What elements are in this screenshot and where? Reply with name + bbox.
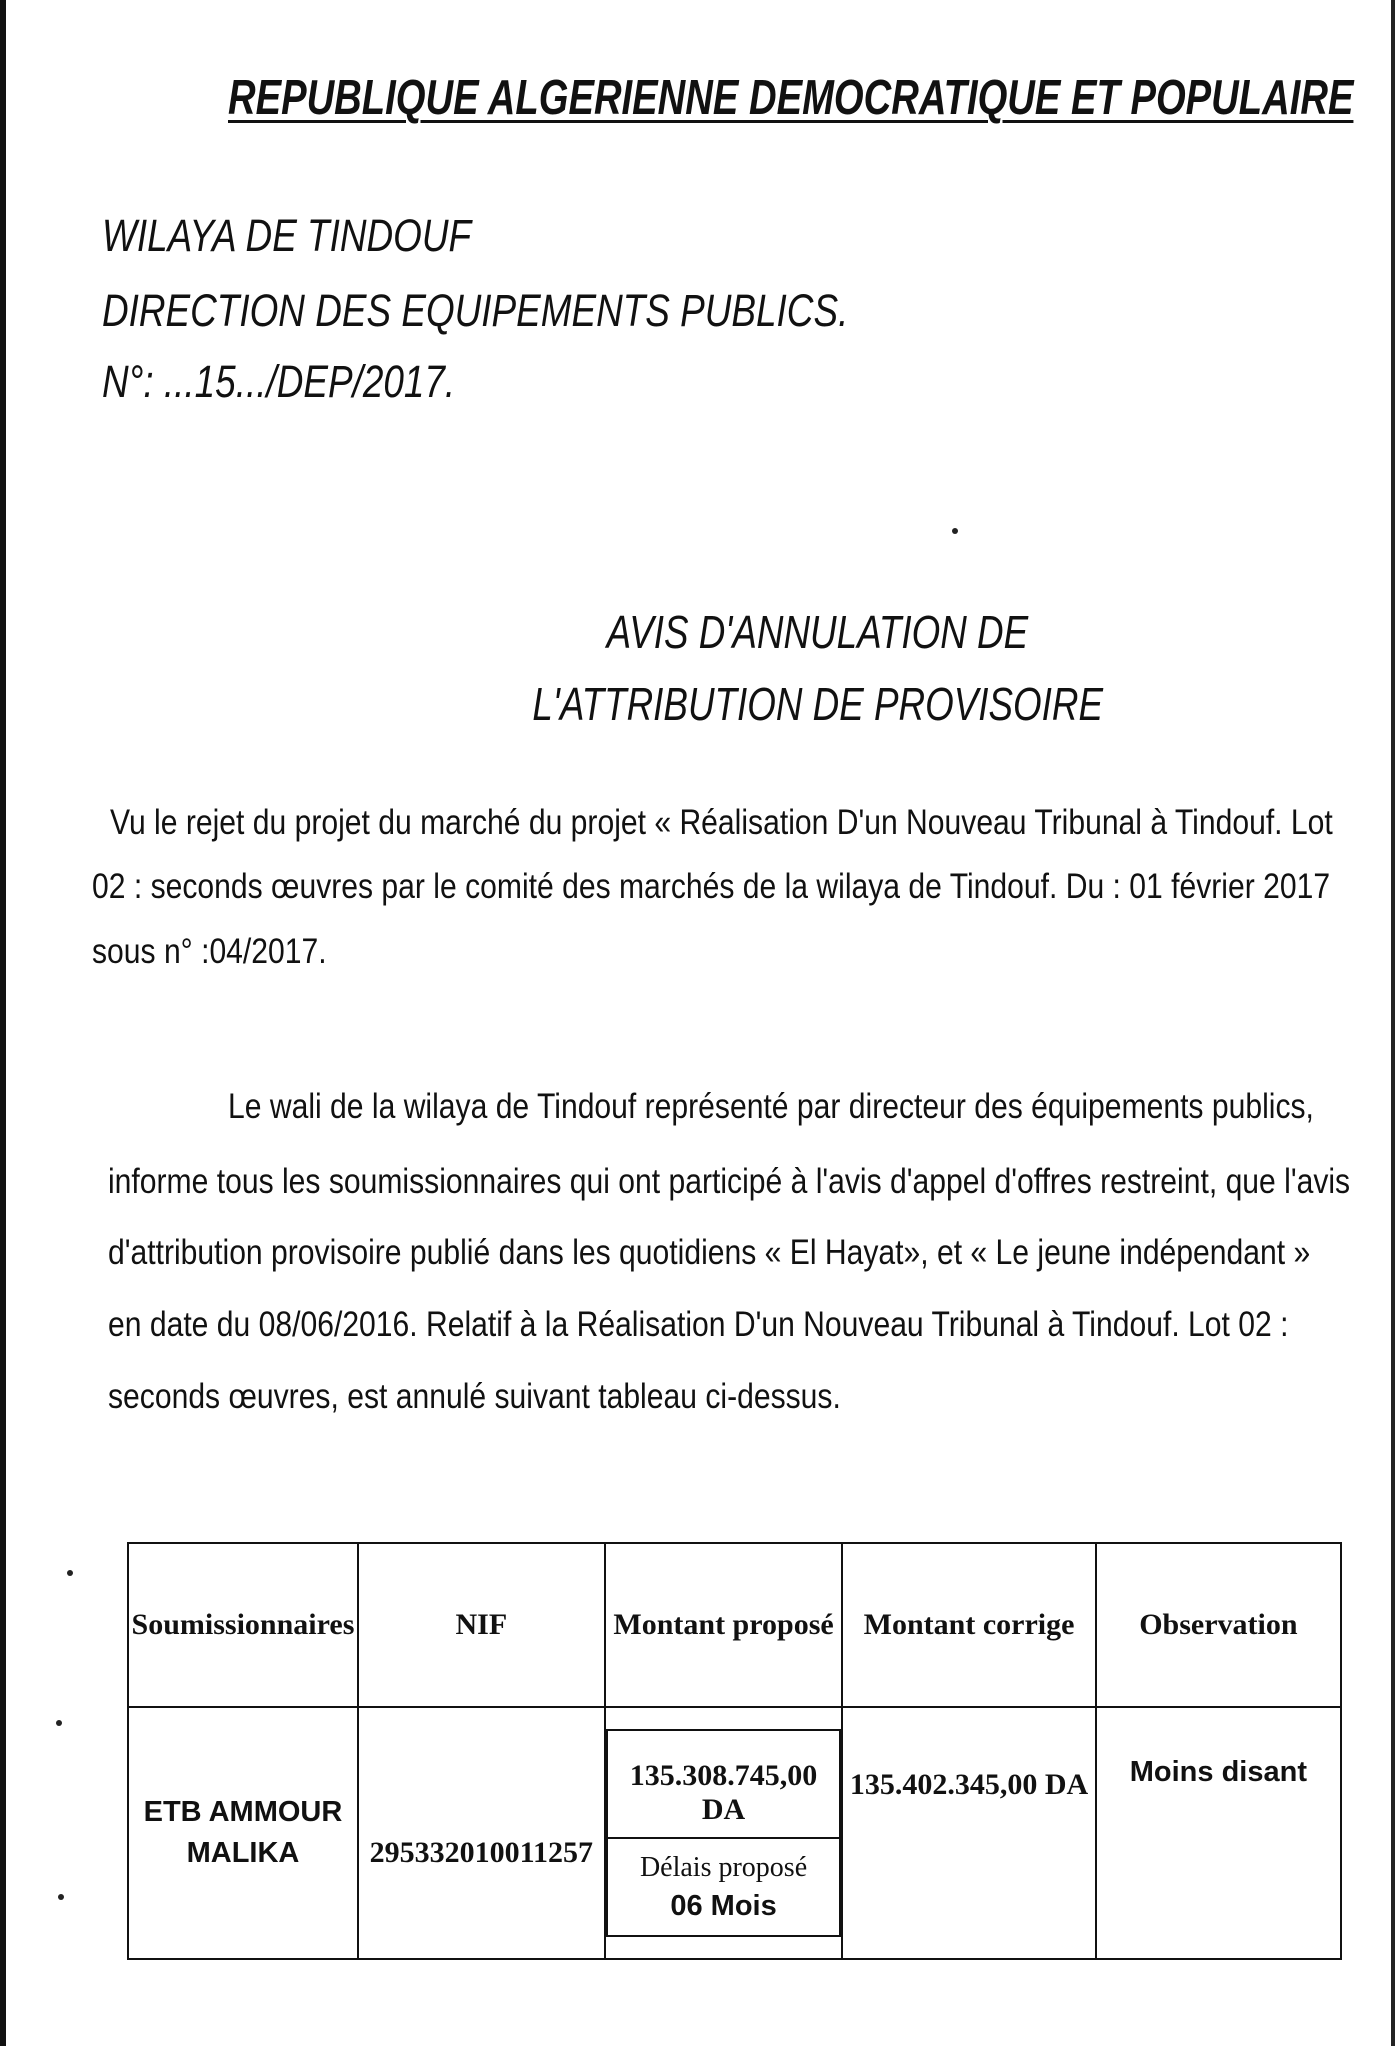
column-header-bidders: Soumissionnaires: [128, 1543, 358, 1707]
column-header-observation: Observation: [1096, 1543, 1341, 1707]
column-header-amount-corrected: Montant corrige: [842, 1543, 1095, 1707]
amount-corrected-value: 135.402.345,00 DA: [849, 1768, 1089, 1801]
scan-speck: [67, 1570, 73, 1576]
paragraph1-line: Vu le rejet du projet du marché du projet « Réalisation D'un Nouveau Tribunal à Tindouf. Lot: [110, 803, 1333, 842]
direction-line: DIRECTION DES EQUIPEMENTS PUBLICS.: [102, 285, 849, 336]
delay-label: Délais proposé: [639, 1851, 808, 1883]
observation-value: Moins disant: [1129, 1756, 1307, 1788]
paragraph2-line: d'attribution provisoire publié dans les quotidiens « El Hayat», et « Le jeune indépendant »: [108, 1233, 1311, 1272]
observation-cell: [1096, 1707, 1341, 1959]
paragraph2-line: informe tous les soumissionnaires qui ont participé à l'avis d'appel d'offres restreint, que l'avis: [108, 1162, 1351, 1201]
amount-proposed-cell: [605, 1707, 843, 1959]
paragraph2-line: Le wali de la wilaya de Tindouf représenté par directeur des équipements publics,: [228, 1087, 1314, 1126]
scan-speck: [56, 1720, 62, 1726]
document-title: REPUBLIQUE ALGERIENNE DEMOCRATIQUE ET POPULAIRE: [228, 71, 1354, 125]
bidder-name-line2: MALIKA: [186, 1837, 300, 1869]
scan-left-edge: [0, 0, 6, 2046]
scan-right-edge: [1391, 0, 1395, 2046]
column-header-nif: NIF: [358, 1543, 605, 1707]
amount-proposed-subtable: [606, 1729, 842, 1937]
scan-speck: [58, 1894, 64, 1900]
scan-speck: [952, 528, 958, 534]
bidder-cell: [128, 1707, 358, 1959]
column-header-amount-proposed: Montant proposé: [605, 1543, 843, 1707]
reference-number: N°: ...15.../DEP/2017.: [102, 356, 456, 407]
amount-proposed-value: 135.308.745,00 DA: [607, 1730, 841, 1838]
bidder-name-line1: ETB AMMOUR: [143, 1796, 343, 1828]
amount-corrected-cell: [842, 1707, 1095, 1959]
paragraph2-line: seconds œuvres, est annulé suivant tableau ci-dessus.: [108, 1377, 841, 1416]
table-header-row: [128, 1543, 1341, 1707]
results-table: [127, 1542, 1342, 1960]
nif-cell: [358, 1707, 605, 1959]
delay-value: 06 Mois: [670, 1889, 777, 1922]
wilaya-line: WILAYA DE TINDOUF: [102, 210, 472, 261]
nif-value: 295332010011257: [369, 1836, 594, 1869]
delay-cell: [607, 1838, 841, 1936]
paragraph1-line: sous n° :04/2017.: [92, 932, 327, 971]
paragraph2-line: en date du 08/06/2016. Relatif à la Réalisation D'un Nouveau Tribunal à Tindouf. Lot 02 :: [108, 1305, 1289, 1344]
table-row: [128, 1707, 1341, 1959]
notice-title-line2: L'ATTRIBUTION DE PROVISOIRE: [532, 678, 1103, 730]
paragraph1-line: 02 : seconds œuvres par le comité des marchés de la wilaya de Tindouf. Du : 01 février 2017: [92, 867, 1331, 906]
notice-title-line1: AVIS D'ANNULATION DE: [606, 606, 1029, 658]
